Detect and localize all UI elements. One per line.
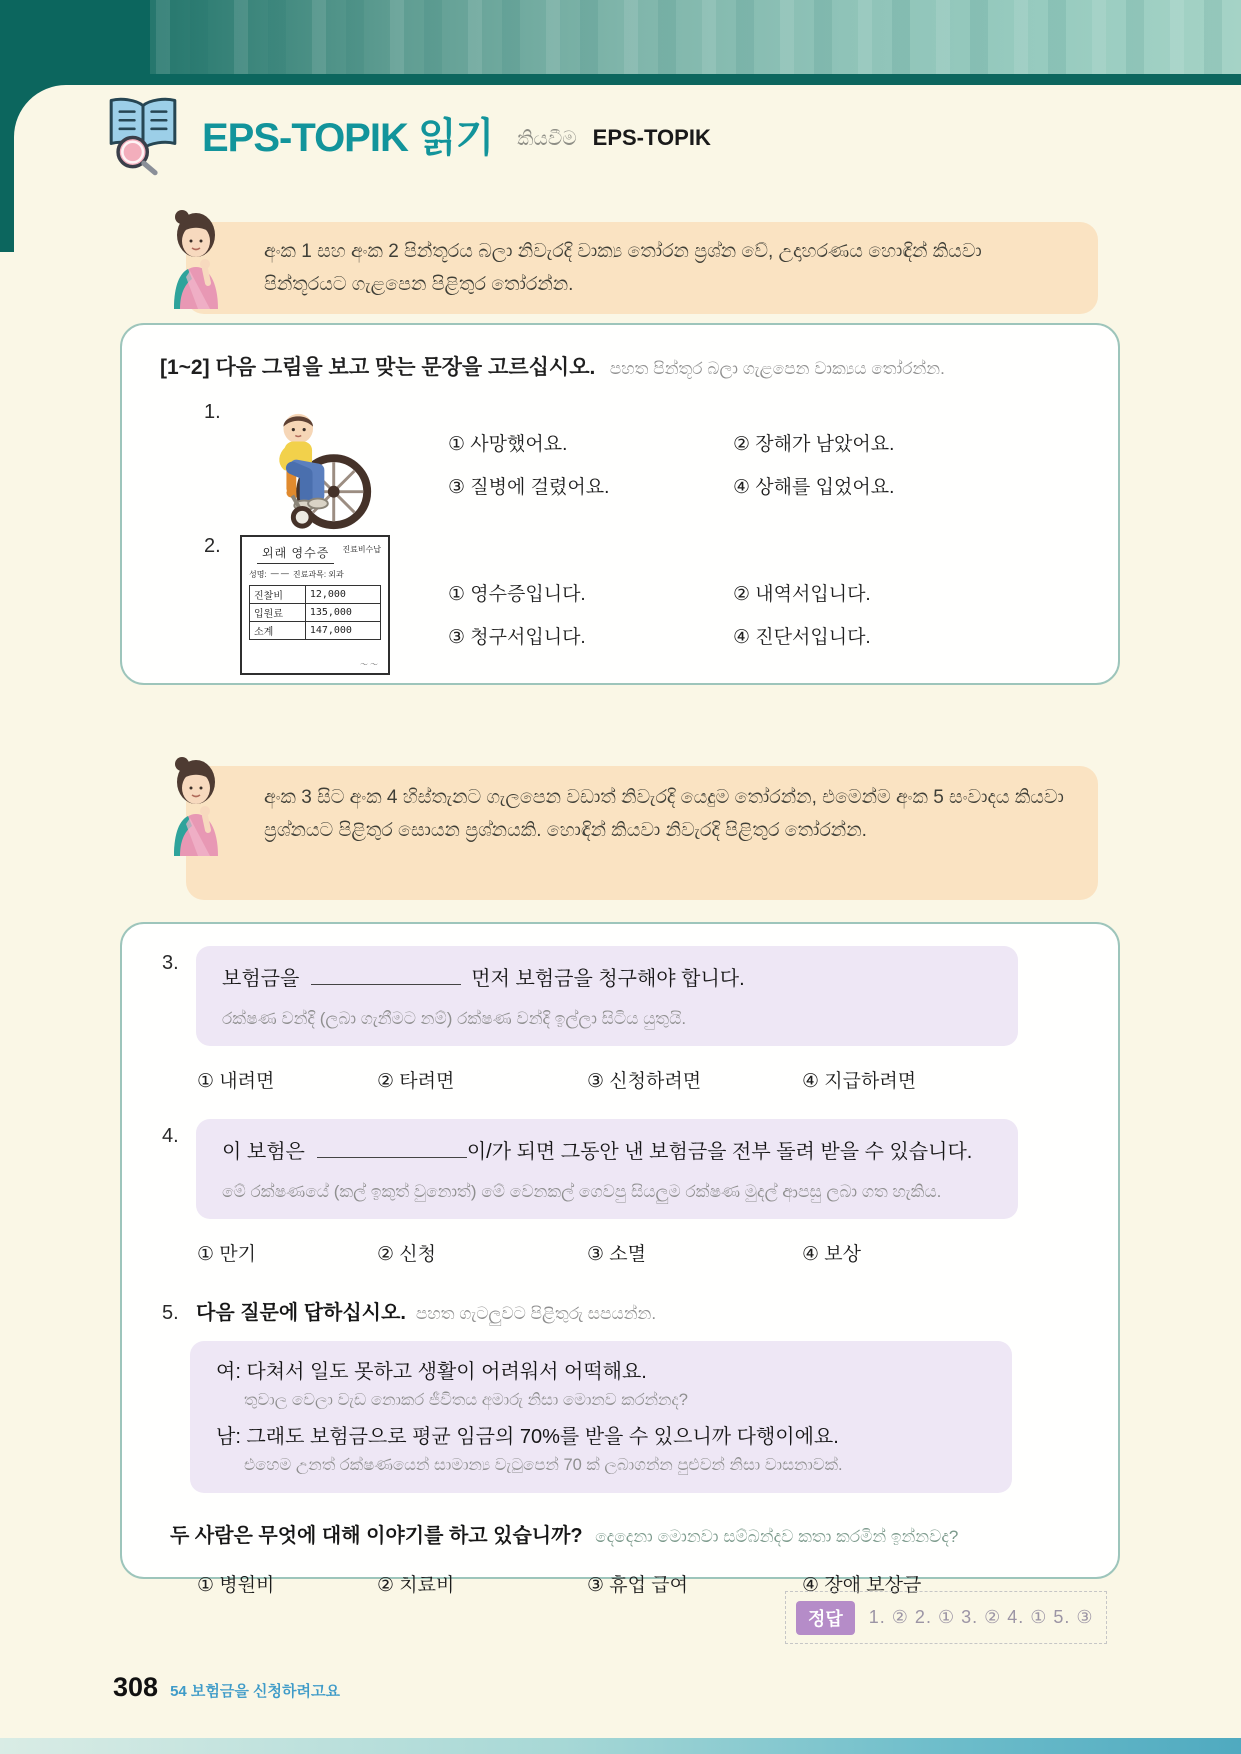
question-4-number: 4. bbox=[162, 1125, 179, 1148]
question-5-number: 5. bbox=[162, 1302, 179, 1325]
question-1 bbox=[122, 401, 1118, 535]
q5-question-korean: 두 사람은 무엇에 대해 이야기를 하고 있습니까? bbox=[170, 1524, 583, 1547]
fill-in-blank bbox=[317, 1138, 467, 1158]
table-row bbox=[250, 622, 381, 640]
receipt-name-value: — — bbox=[270, 569, 289, 578]
question-2-number: 2. bbox=[204, 535, 221, 557]
question-3 bbox=[122, 946, 1118, 1046]
q5-option-3: ③ 휴업 급여 bbox=[587, 1574, 689, 1596]
receipt-row-amount: 12,000 bbox=[305, 586, 380, 604]
q4-option-4: ④ 보상 bbox=[802, 1244, 862, 1266]
q3-option-4: ④ 지급하려면 bbox=[802, 1071, 917, 1093]
instruction-1-text: අංක 1 සහ අංක 2 පින්තූරය බලා නිවැරදි වාක්‍ය තෝරන ප්‍රශ්න වේ, උදාහරණය හොඳින් කියවා පින්තූරයට ගැළපෙන පිළිතුර තෝරන්න. bbox=[264, 241, 982, 296]
q4-option-2: ② 신청 bbox=[377, 1244, 437, 1266]
q3-stem-prefix: 보험금을 bbox=[222, 968, 300, 990]
q3-stem-sinhala: රක්ෂණ වන්දි (ලබා ගැනීමට නම්) රක්ෂණ වන්දි ඉල්ලා සිටිය යුතුයි. bbox=[222, 1009, 687, 1028]
q1-option-1: ① 사망했어요. bbox=[448, 434, 568, 455]
page-subtitle-sinhala: කියවීම bbox=[517, 127, 577, 150]
instruction-box-1 bbox=[186, 222, 1098, 314]
receipt-row-amount: 135,000 bbox=[305, 604, 380, 622]
page-footer bbox=[113, 1672, 340, 1703]
bottom-decoration-band bbox=[0, 1738, 1241, 1754]
q1-option-4: ④ 상해를 입었어요. bbox=[733, 477, 895, 498]
chapter-title: 54 보험금을 신청하려고요 bbox=[170, 1683, 340, 1700]
book-magnifier-icon bbox=[100, 92, 186, 176]
page-subtitle-en: EPS-TOPIK bbox=[592, 125, 711, 150]
q3-stem-korean bbox=[222, 962, 992, 991]
page-number: 308 bbox=[113, 1672, 159, 1702]
teacher-avatar bbox=[146, 752, 242, 856]
question-5-question-line bbox=[170, 1519, 1118, 1548]
q4-stem-suffix: 이/가 되면 그동안 낸 보험금을 전부 돌려 받을 수 있습니다. bbox=[466, 1141, 973, 1164]
q5-option-2: ② 치료비 bbox=[377, 1574, 455, 1596]
fill-in-blank bbox=[311, 965, 461, 985]
question-3-options bbox=[197, 1066, 1118, 1093]
q4-option-3: ③ 소멸 bbox=[587, 1244, 647, 1266]
receipt-row-label: 소계 bbox=[250, 622, 306, 640]
receipt-signature-scribble: 〜〜 bbox=[360, 660, 380, 669]
q3-stem-box bbox=[196, 946, 1018, 1046]
question-1-number: 1. bbox=[204, 401, 221, 423]
section1-heading-sinhala: පහත පින්තූර බලා ගැළපෙන වාක්‍යය තෝරන්න. bbox=[609, 359, 945, 378]
q1-option-2: ② 장해가 남았어요. bbox=[733, 434, 895, 455]
instruction-box-2 bbox=[186, 766, 1098, 900]
teacher-avatar bbox=[146, 205, 242, 309]
q3-option-1: ① 내려면 bbox=[197, 1071, 275, 1093]
q5-prompt-korean: 다음 질문에 답하십시오. bbox=[196, 1302, 406, 1325]
receipt-dept: 진료과목: 외과 bbox=[292, 570, 344, 579]
instruction-2-text: අංක 3 සිට අංක 4 හිස්තැනට ගැලපෙන වඩාත් නිවැරදි යෙදුම තෝරන්න, එමෙන්ම අංක 5 සංවාදය කියවා ප්‍රශ්නයට පිළිතුර සොයන ප්‍රශ්නයකි. හොඳින් කියවා නිවැරදි පිළිතුර තෝරන්න. bbox=[264, 787, 1064, 842]
question-3-number: 3. bbox=[162, 952, 179, 974]
q1-option-3: ③ 질병에 걸렸어요. bbox=[448, 477, 610, 498]
receipt-name-line bbox=[249, 569, 381, 580]
receipt-illustration bbox=[240, 535, 390, 675]
section1-heading-korean: [1~2] 다음 그림을 보고 맞는 문장을 고르십시오. bbox=[160, 356, 596, 379]
question-4 bbox=[122, 1119, 1118, 1219]
q5-dialog-box bbox=[190, 1341, 1012, 1492]
receipt-row-amount: 147,000 bbox=[305, 622, 380, 640]
q4-stem-sinhala: මේ රක්ෂණයේ (කල් ඉකුත් වුනොත්) මේ වෙනකල් ගෙවපු සියලුම රක්ෂණ මුදල් ආපසු ලබා ගත හැකිය. bbox=[222, 1182, 942, 1202]
answer-key-values: 1. ② 2. ① 3. ② 4. ① 5. ③ bbox=[868, 1607, 1094, 1627]
page-title: EPS-TOPIK 읽기 bbox=[202, 115, 494, 160]
answer-key-box bbox=[785, 1591, 1107, 1644]
q3-stem-suffix: 먼저 보험금을 청구해야 합니다. bbox=[471, 968, 745, 990]
table-row bbox=[250, 586, 381, 604]
page-header bbox=[100, 92, 711, 176]
wheelchair-boy-illustration bbox=[240, 405, 390, 535]
question-4-options bbox=[197, 1239, 1118, 1266]
receipt-row-label: 입원료 bbox=[250, 604, 306, 622]
top-border-line bbox=[100, 74, 1241, 85]
receipt-corner-label: 진료비수납 bbox=[342, 545, 381, 554]
dialog-line-woman-korean: 여: 다쳐서 일도 못하고 생활이 어려워서 어떡해요. bbox=[216, 1361, 647, 1384]
receipt-table bbox=[249, 585, 381, 640]
table-row bbox=[250, 604, 381, 622]
receipt-name-label: 성명: bbox=[249, 570, 267, 579]
answer-key-badge: 정답 bbox=[796, 1601, 855, 1635]
dialog-line-woman-sinhala: තුවාල වෙලා වැඩ නොකර ජීවිතය අමාරු නිසා මොනව කරන්නද? bbox=[244, 1391, 688, 1410]
question-2 bbox=[122, 535, 1118, 675]
q4-stem-box bbox=[196, 1119, 1018, 1219]
question-2-options bbox=[448, 579, 871, 649]
q2-option-1: ① 영수증입니다. bbox=[448, 584, 586, 605]
q4-option-1: ① 만기 bbox=[197, 1244, 257, 1266]
q2-option-3: ③ 청구서입니다. bbox=[448, 627, 586, 648]
q4-stem-korean bbox=[222, 1135, 992, 1164]
question-5-heading bbox=[122, 1296, 1118, 1325]
q2-option-2: ② 내역서입니다. bbox=[733, 584, 871, 605]
receipt-title: 외래 영수증 bbox=[257, 544, 334, 564]
top-decoration-band bbox=[0, 0, 1241, 74]
q5-option-1: ① 병원비 bbox=[197, 1574, 275, 1596]
q3-option-3: ③ 신청하려면 bbox=[587, 1071, 702, 1093]
section1-heading bbox=[122, 325, 1118, 381]
receipt-row-label: 진찰비 bbox=[250, 586, 306, 604]
q2-option-4: ④ 진단서입니다. bbox=[733, 627, 871, 648]
question-1-options bbox=[448, 429, 894, 499]
q5-prompt-sinhala: පහත ගැටලුවට පිළිතුරු සපයන්න. bbox=[415, 1304, 657, 1324]
q4-stem-prefix: 이 보험은 bbox=[222, 1141, 305, 1164]
question-box-1-2 bbox=[120, 323, 1120, 685]
dialog-line-man-sinhala: එහෙම උනත් රක්ෂණයෙන් සාමාන්‍ය වැටුපෙන් 70 ක් ලබාගන්න පුළුවන් නිසා වාසනාවක්. bbox=[244, 1455, 843, 1474]
q3-option-2: ② 타려면 bbox=[377, 1071, 455, 1093]
q5-option-4: ④ 장애 보상금 bbox=[802, 1574, 922, 1596]
question-box-3-5 bbox=[120, 922, 1120, 1596]
dialog-line-man-korean: 남: 그래도 보험금으로 평균 임금의 70%를 받을 수 있으니까 다행이에요. bbox=[216, 1425, 839, 1448]
q5-question-sinhala: දෙදෙනා මොනවා සම්බන්දව කතා කරමින් ඉන්නවද? bbox=[595, 1526, 959, 1546]
